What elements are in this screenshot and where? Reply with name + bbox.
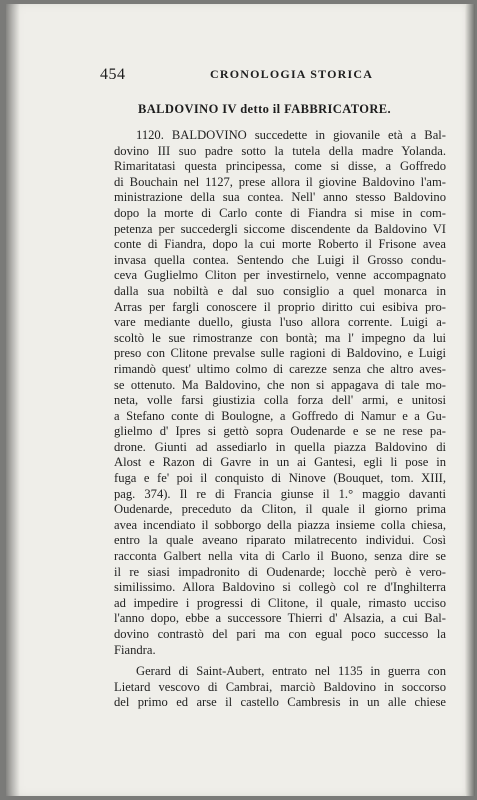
text-line: rimandò quest' ultimo colmo di carezze senza che altro aves- <box>114 361 446 376</box>
book-page <box>6 4 469 796</box>
text-line: invasa quella contea. Sentendo che Luigi il Grosso condu- <box>114 252 446 267</box>
text-line: di Bouchain nel 1127, prese allora il giovine Baldovino l'am- <box>114 174 446 189</box>
page-edge <box>465 4 475 796</box>
running-title: CRONOLOGIA STORICA <box>210 67 374 81</box>
text-line: il re siasi impadronito di Oudenarde; locchè però è vero- <box>114 564 446 579</box>
text-line: ministrazione della sua contea. Nell' anno stesso Baldovino <box>114 190 446 205</box>
text-line: preso con Clitone prevalse sulle ragioni di Baldovino, e Luigi <box>114 346 446 361</box>
paragraph <box>114 664 446 711</box>
page-gutter-shadow <box>6 4 20 796</box>
text-line: l'anno dopo, ebbe a successore Thierri d' Alsazia, a cui Bal- <box>114 611 446 626</box>
page-number: 454 <box>100 66 126 83</box>
text-line: Rimaritatasi questa principessa, come si disse, a Goffredo <box>114 159 446 174</box>
text-line: pag. 374). Il re di Francia giunse il 1.° maggio davanti <box>114 486 446 501</box>
text-line: petenza per succedergli siccome discendente da Baldovino VI <box>114 221 446 236</box>
text-line: avea incendiato il sobborgo della piazza insieme colla chiesa, <box>114 517 446 532</box>
text-line: se ottenuto. Ma Baldovino, che non si appagava di tale mo- <box>114 377 446 392</box>
paragraph <box>114 128 446 658</box>
text-line: vare mediante duello, giusta l'uso allora corrente. Luigi a- <box>114 315 446 330</box>
text-line: dovino contrastò del pari ma con egual poco successo la <box>114 627 446 641</box>
text-line: dalla sua nobiltà e dal suo consiglio a quel monarca in <box>114 283 446 298</box>
section-title: BALDOVINO IV detto il FABBRICATORE. <box>138 102 392 116</box>
text-line: entro la quale aveano riparato milatrecento individui. Così <box>114 533 446 548</box>
text-line: del primo ed arse il castello Cambresis in un alle chiese <box>114 695 446 710</box>
text-line: racconta Galbert nella vita di Carlo il Buono, senza dire se <box>114 549 446 564</box>
text-line: dopo la morte di Carlo conte di Fiandra si mise in com- <box>114 205 446 220</box>
text-line: ad impedire i progressi di Clitone, il quale, rimasto ucciso <box>114 595 446 610</box>
text-line: neta, volle farsi giustizia colla forza dell' armi, e unitosi <box>114 393 446 408</box>
text-line: Gerard di Saint-Aubert, entrato nel 1135 in guerra con <box>136 664 446 679</box>
page-header <box>100 66 416 84</box>
text-line: dovino III suo padre sotto la tutela della madre Yolanda. <box>114 143 446 158</box>
text-line: glielmo d' Ipres si gettò sopra Oudenarde e se ne rese pa- <box>114 424 446 439</box>
text-line: Alost e Razon di Gavre in un ai Gantesi, egli li pose in <box>114 455 446 470</box>
text-line: conte di Fiandra, dopo la cui morte Roberto il Frisone avea <box>114 237 446 252</box>
body-text <box>114 128 446 711</box>
text-line: Fiandra. <box>114 642 156 657</box>
text-line: ceva Guglielmo Cliton per investirnelo, venne accompagnato <box>114 268 446 283</box>
text-line: scoltò le sue rimostranze con bontà; ma l' impegno da lui <box>114 330 446 345</box>
text-line: a Stefano conte di Boulogne, a Goffredo di Namur e a Gu- <box>114 408 446 423</box>
text-line: fuga e fe' poi il conquisto di Ninove (Bouquet, tom. XIII, <box>114 471 446 486</box>
text-line: Arras per fargli conoscere il proprio diritto cui esibiva pro- <box>114 299 446 314</box>
text-line: 1120. BALDOVINO succedette in giovanile età a Bal- <box>136 128 446 142</box>
text-line: similissimo. Allora Baldovino si collegò col re d'Inghilterra <box>114 580 446 595</box>
text-line: drone. Giunti ad assediarlo in quella piazza Baldovino di <box>114 439 446 454</box>
text-line: Oudenarde, preceduto da Cliton, il quale il giorno prima <box>114 502 446 517</box>
text-line: Lietard vescovo di Cambrai, marciò Baldovino in soccorso <box>114 679 446 694</box>
